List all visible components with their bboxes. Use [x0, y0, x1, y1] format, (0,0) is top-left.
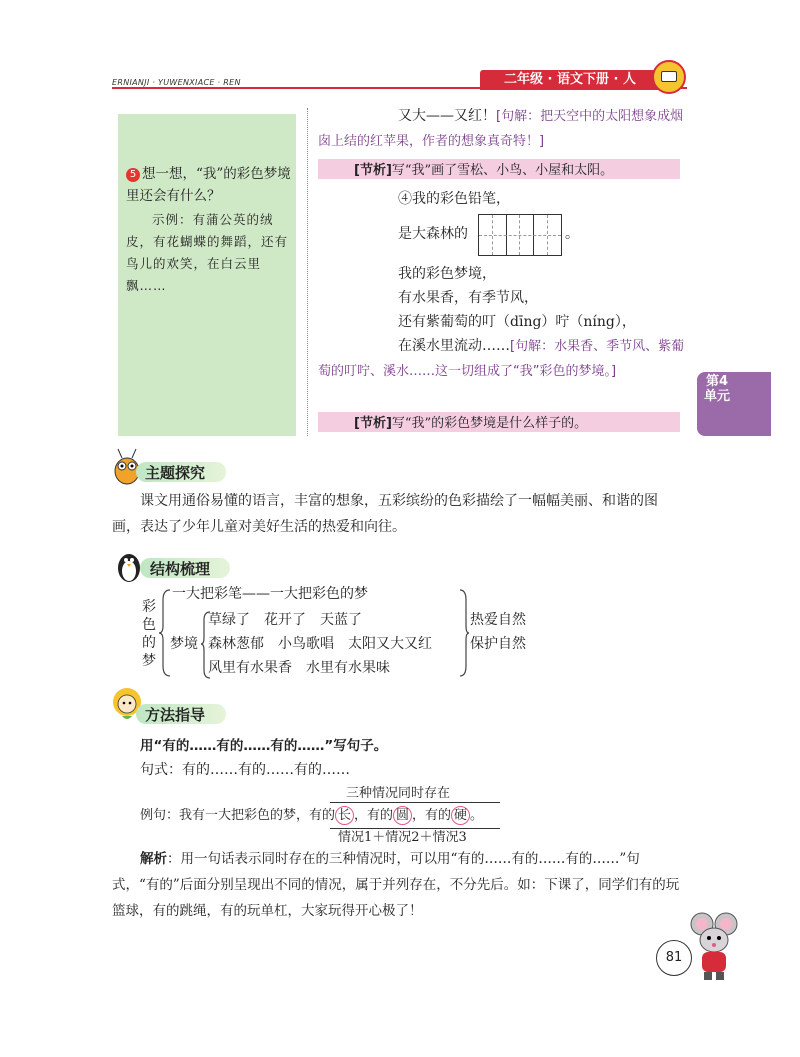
circled-word-3: 硬: [451, 806, 470, 825]
stanza-line-2: [398, 222, 468, 246]
header-title: 二年级 · 语文下册 · 人: [480, 70, 660, 90]
poem-last-with-note: [318, 334, 688, 384]
structure-result-2: 保护自然: [470, 636, 526, 652]
structure-branch-2-label: 梦境: [170, 636, 198, 652]
example-mid2: ，有的: [412, 808, 452, 823]
analysis-tag-1: [节析]: [354, 163, 392, 178]
example-pre: 例句：我有一大把彩色的梦，有的: [140, 808, 336, 823]
method-example: [140, 804, 483, 828]
analysis-bar-2: [318, 412, 680, 432]
method-analysis: [112, 846, 684, 924]
analysis-tag-2: [节析]: [354, 416, 392, 431]
brace-result: [458, 588, 470, 678]
column-divider: [307, 108, 308, 436]
passage-top: [318, 104, 688, 154]
poem-line-3: 还有紫葡萄的叮（dīng）咛（níng），: [398, 314, 636, 330]
stanza-line-2-text: 是大森林的: [398, 226, 468, 242]
method-title: 方法指导: [145, 706, 206, 724]
circled-word-2: 圆: [393, 806, 412, 825]
header-pinyin: ERNIANJI · YUWENXIACE · REN: [112, 78, 241, 87]
fill-in-grid[interactable]: [478, 214, 562, 256]
method-pattern: 句式：有的……有的……有的……: [140, 762, 350, 778]
analysis-label: 解析: [140, 851, 167, 867]
passage-line1: 又大——又红！: [398, 108, 496, 124]
circled-word-1: 长: [335, 806, 354, 825]
structure-row-1: 草绿了 花开了 天蓝了: [208, 612, 362, 628]
example-post: 。: [470, 808, 484, 823]
grid-guide: [519, 215, 520, 255]
poem-line-2: 有水果香，有季节风，: [398, 290, 538, 306]
analysis-bar-1: [318, 159, 680, 179]
sentence-note-1: [句解：把天空中的太阳想象成烟囱上结的红苹果，作者的想象真奇特！]: [318, 109, 684, 149]
grid-guide: [547, 215, 548, 255]
annotation-bottom: 情况1＋情况2＋情况3: [338, 830, 467, 845]
poem-line-1: 我的彩色梦境，: [398, 266, 496, 282]
side-question: [126, 163, 291, 207]
unit-tab-label: 第4单元: [703, 374, 730, 404]
theme-title: 主题探究: [145, 464, 206, 482]
question-text: 想一想，“我”的彩色梦境里还会有什么？: [126, 166, 291, 204]
structure-row-3: 风里有水果香 水里有水果味: [208, 660, 390, 676]
structure-row-2: 森林葱郁 小鸟歌唱 太阳又大又红: [208, 636, 432, 652]
mouse-mascot-icon: [688, 910, 738, 982]
annotation-top-rule: [330, 802, 500, 803]
grid-guide: [492, 215, 493, 255]
structure-title: 结构梳理: [150, 560, 211, 578]
page-number: 81: [656, 940, 692, 976]
question-number: 5: [126, 168, 140, 182]
analysis-text-2: 写“我”的彩色梦境是什么样子的。: [391, 416, 588, 431]
structure-branch-1: 一大把彩笔——一大把彩色的梦: [172, 586, 368, 602]
method-heading: 用“有的……有的……有的……”写句子。: [140, 738, 388, 754]
stanza-line-1: ④我的彩色铅笔，: [398, 191, 510, 207]
annotation-top: 三种情况同时存在: [346, 786, 451, 801]
structure-result-1: 热爱自然: [470, 612, 526, 628]
example-mid1: ，有的: [354, 808, 394, 823]
theme-text: 课文用通俗易懂的语言，丰富的想象，五彩缤纷的色彩描绘了一幅幅美丽、和谐的图画，表达了少年儿童对美好生活的热爱和向往。: [112, 493, 658, 535]
side-example: 示例：有蒲公英的绒皮，有花蝴蝶的舞蹈，还有鸟儿的欢笑，在白云里飘……: [126, 212, 289, 293]
sentence-note-2: [句解：水果香、季节风、紫葡萄的叮咛、溪水……这一切组成了“我”彩色的梦境。]: [318, 339, 685, 379]
poem-last: 在溪水里流动……: [398, 338, 510, 354]
analysis-body: ：用一句话表示同时存在的三种情况时，可以用“有的……有的……有的……”句式，“有的”后面分别呈现出不同的情况，属于并列存在，不分先后。如：下课了，同学们有的玩篮球，有的跳绳，有的玩单杠，大家玩得开心极了！: [112, 851, 680, 919]
structure-root: 彩色的梦: [142, 599, 156, 669]
analysis-text-1: 写“我”画了雪松、小鸟、小屋和太阳。: [391, 163, 614, 178]
book-icon: [661, 71, 677, 82]
stanza-line-2-end: 。: [565, 226, 579, 242]
